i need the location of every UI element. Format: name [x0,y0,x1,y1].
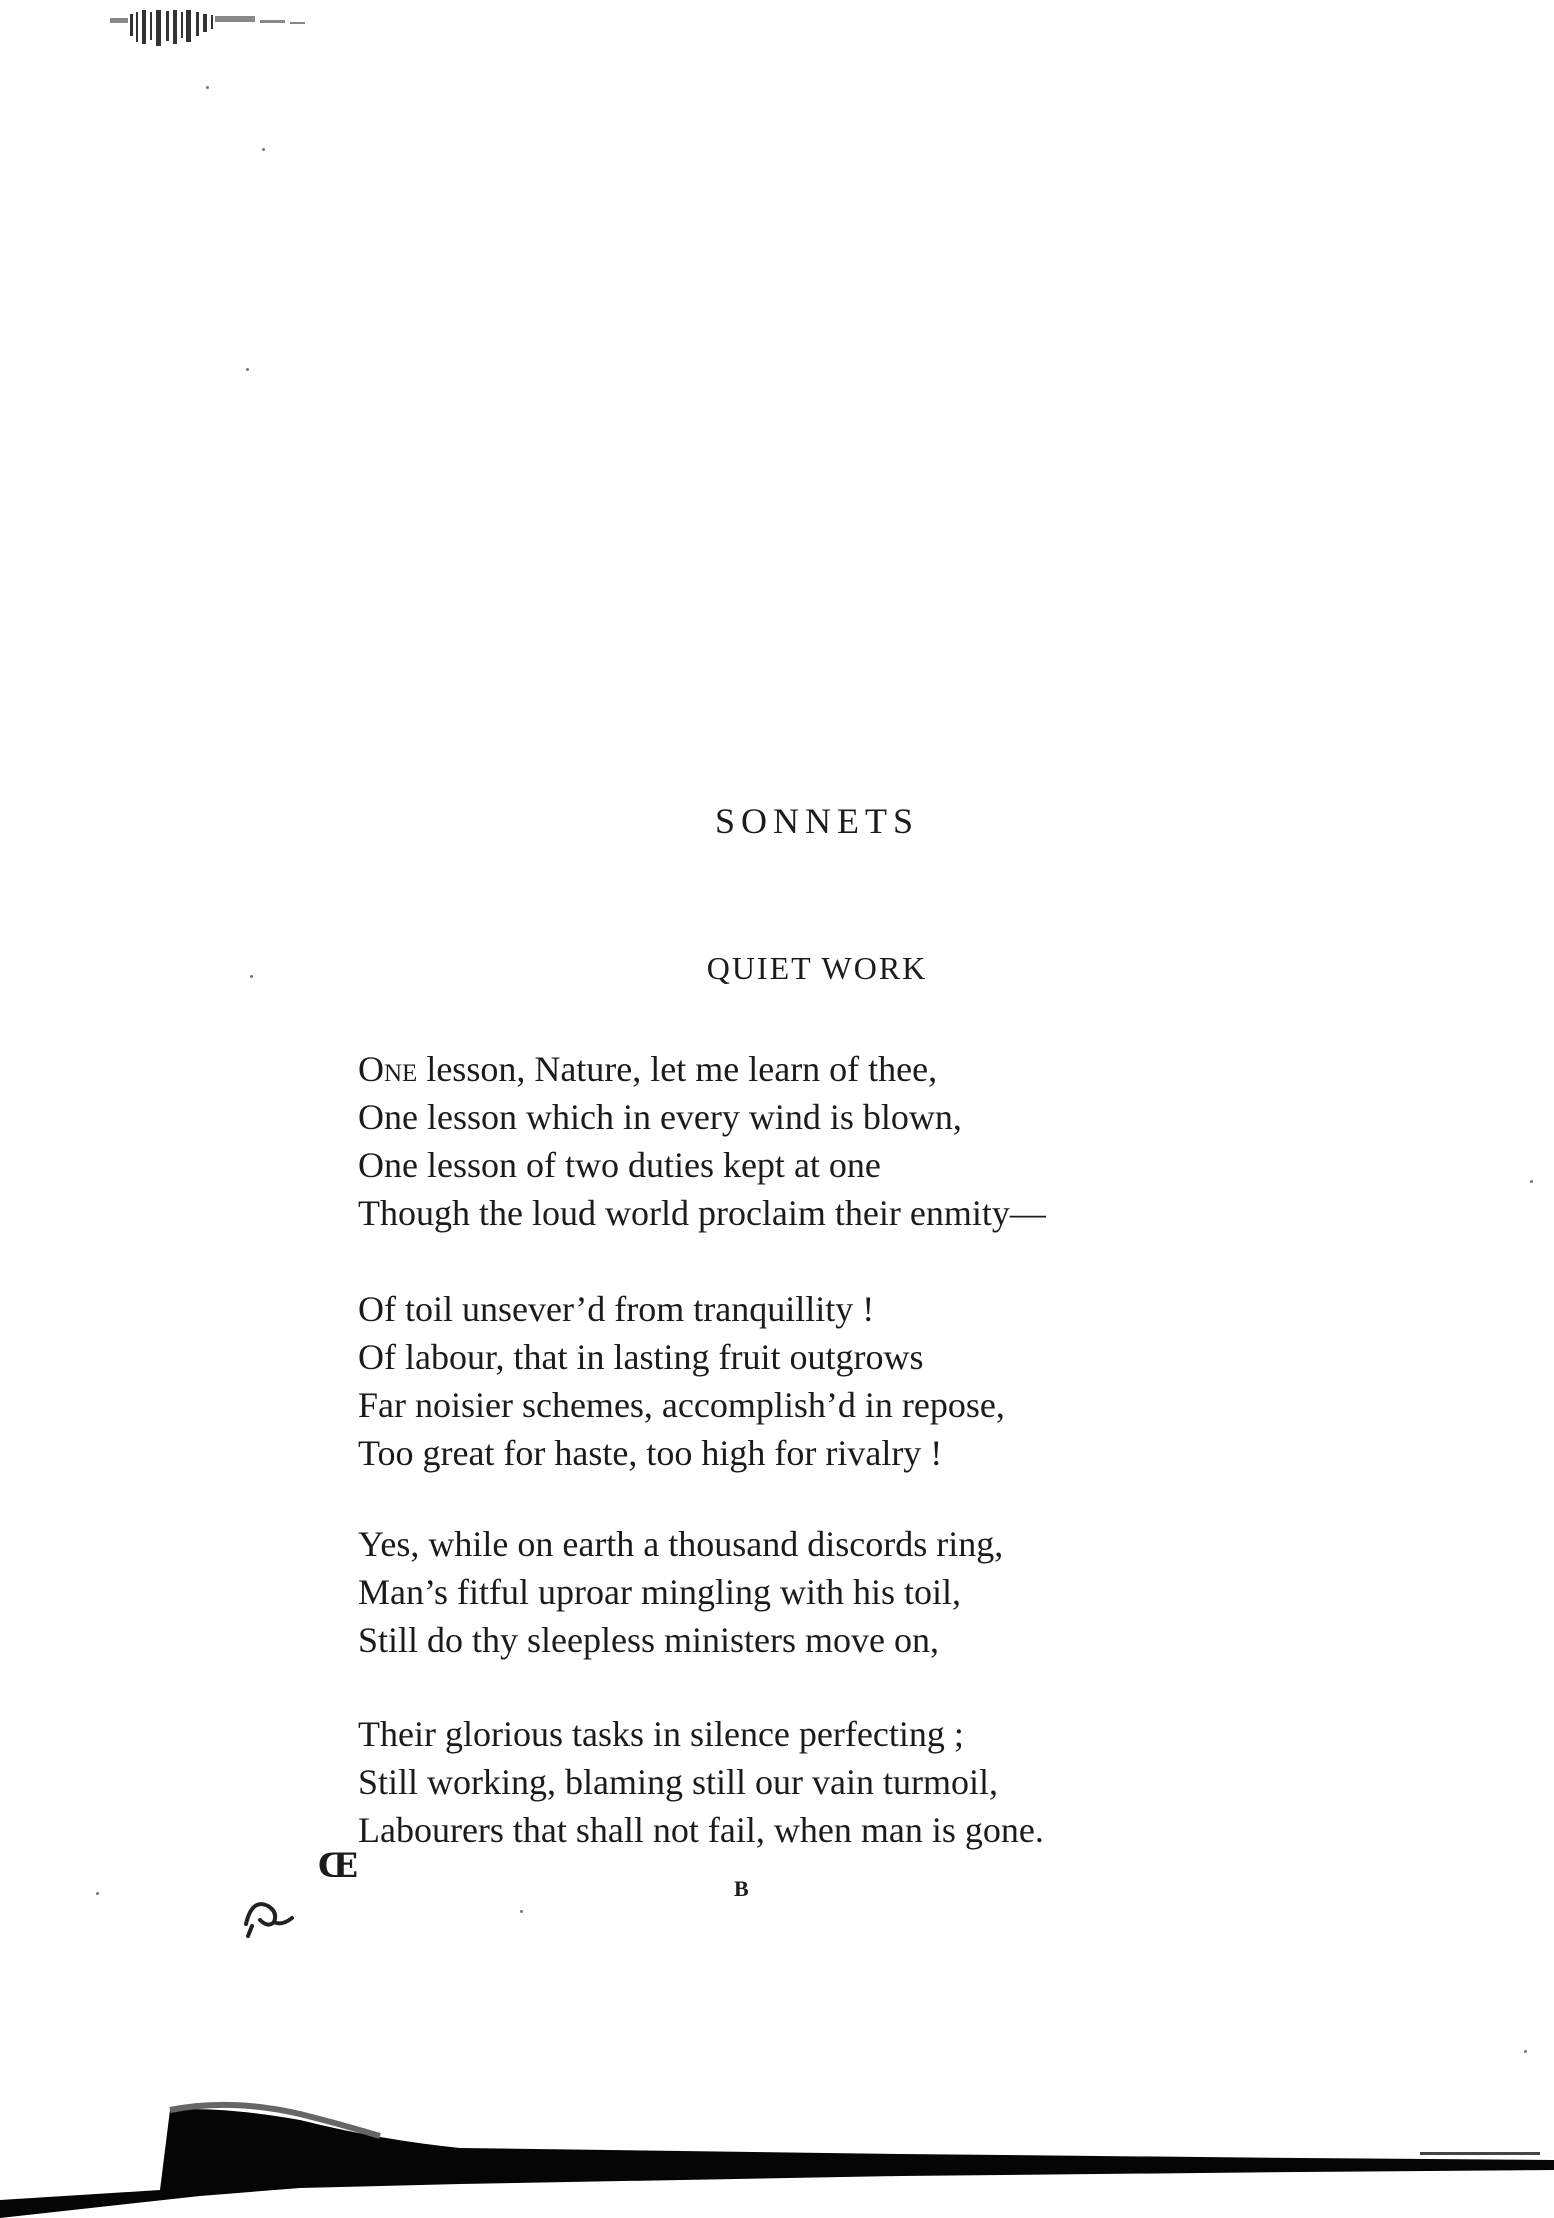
scan-speck [246,368,249,371]
stanza-3 [358,1520,1258,1664]
poem-line: One lesson which in every wind is blown, [358,1097,962,1137]
first-line-rest: lesson, Nature, let me learn of thee, [417,1049,938,1089]
poem-line: Of toil unsever’d from tranquillity ! [358,1289,875,1329]
section-title: SONNETS [714,801,920,841]
stanza-2 [358,1285,1258,1477]
stanza-4 [358,1710,1258,1854]
scan-speck [1524,2050,1527,2053]
scan-smudge-top [110,6,330,66]
scan-shadow-bottom [0,2080,1554,2218]
printer-signature-letter: B [734,1876,749,1901]
poem-line: Man’s fitful uproar mingling with his toil, [358,1572,961,1612]
poem-line: Their glorious tasks in silence perfecting ; [358,1714,964,1754]
poem-line: Too great for haste, too high for rivalry ! [358,1433,943,1473]
scan-speck [96,1892,99,1895]
poem-line: Far noisier schemes, accomplish’d in repose, [358,1385,1005,1425]
poem-line [358,1045,1258,1093]
poem-title: QUIET WORK [706,950,928,986]
scan-speck [206,86,209,89]
scan-speck [262,148,265,151]
library-stamp-mark: Œ [318,1846,359,1886]
poem-line: Labourers that shall not fail, when man is gone. [358,1810,1044,1850]
first-word: One [358,1049,418,1089]
poem-line: One lesson of two duties kept at one [358,1145,881,1185]
stanza-1 [358,1045,1258,1237]
scan-speck [1530,1180,1533,1183]
poem-line: Still working, blaming still our vain turmoil, [358,1762,998,1802]
poem-line: Though the loud world proclaim their enmity— [358,1193,1046,1233]
scan-speck [520,1910,523,1913]
handwritten-mark-icon [238,1888,298,1938]
poem-line: Still do thy sleepless ministers move on, [358,1620,939,1660]
poem-line: Yes, while on earth a thousand discords ring, [358,1524,1004,1564]
poem-line: Of labour, that in lasting fruit outgrows [358,1337,924,1377]
